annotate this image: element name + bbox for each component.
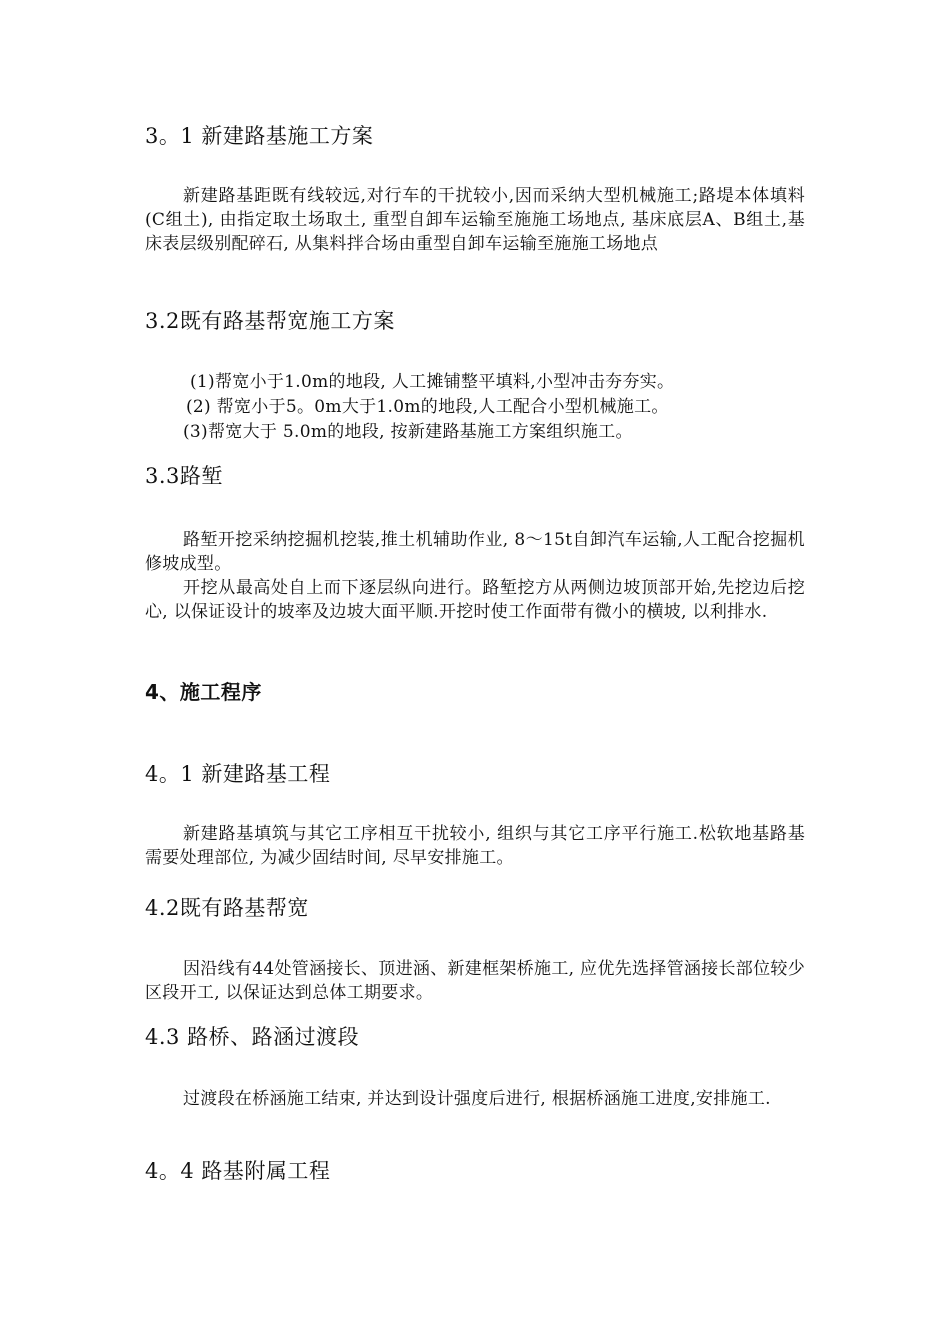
heading-4-1: 4。1 新建路基工程 (145, 762, 331, 786)
list-item-3-2-1: (1)帮宽小于1.0m的地段, 人工摊铺整平填料,小型冲击夯夯实。 (190, 372, 675, 392)
paragraph-3-3-b: 开挖从最高处自上而下逐层纵向进行。路堑挖方从两侧边坡顶部开始,先挖边后挖心, 以保证设计的坡率及边坡大面平顺.开挖时使工作面带有微小的横坡, 以利排水. (145, 578, 805, 622)
paragraph-3-1: 新建路基距既有线较远,对行车的干扰较小,因而采纳大型机械施工;路堤本体填料(C组土), 由指定取土场取土, 重型自卸车运输至施施工场地点, 基床底层A、B组土,基床表层级别配碎石, 从集料拌合场由重型自卸车运输至施施工场地点 (145, 186, 805, 254)
paragraph-4-3: 过渡段在桥涵施工结束, 并达到设计强度后进行, 根据桥涵施工进度,安排施工. (183, 1089, 771, 1109)
heading-3-2: 3.2既有路基帮宽施工方案 (145, 309, 395, 333)
heading-3-1: 3。1 新建路基施工方案 (145, 124, 374, 148)
paragraph-4-2: 因沿线有44处管涵接长、顶进涵、新建框架桥施工, 应优先选择管涵接长部位较少区段开工, 以保证达到总体工期要求。 (145, 959, 805, 1003)
heading-4-3: 4.3 路桥、路涵过渡段 (145, 1025, 360, 1049)
heading-4-2: 4.2既有路基帮宽 (145, 896, 309, 920)
paragraph-3-3-a: 路堑开挖采纳挖掘机挖装,推土机辅助作业, 8～15t自卸汽车运输,人工配合挖掘机修坡成型。 (145, 530, 805, 574)
heading-4: 4、施工程序 (145, 680, 262, 704)
list-item-3-2-3: (3)帮宽大于 5.0m的地段, 按新建路基施工方案组织施工。 (183, 422, 633, 442)
heading-4-4: 4。4 路基附属工程 (145, 1159, 331, 1183)
paragraph-4-1: 新建路基填筑与其它工序相互干扰较小, 组织与其它工序平行施工.松软地基路基需要处理部位, 为减少固结时间, 尽早安排施工。 (145, 824, 805, 868)
list-item-3-2-2: (2) 帮宽小于5。0m大于1.0m的地段,人工配合小型机械施工。 (186, 397, 669, 417)
heading-3-3: 3.3路堑 (145, 464, 223, 488)
